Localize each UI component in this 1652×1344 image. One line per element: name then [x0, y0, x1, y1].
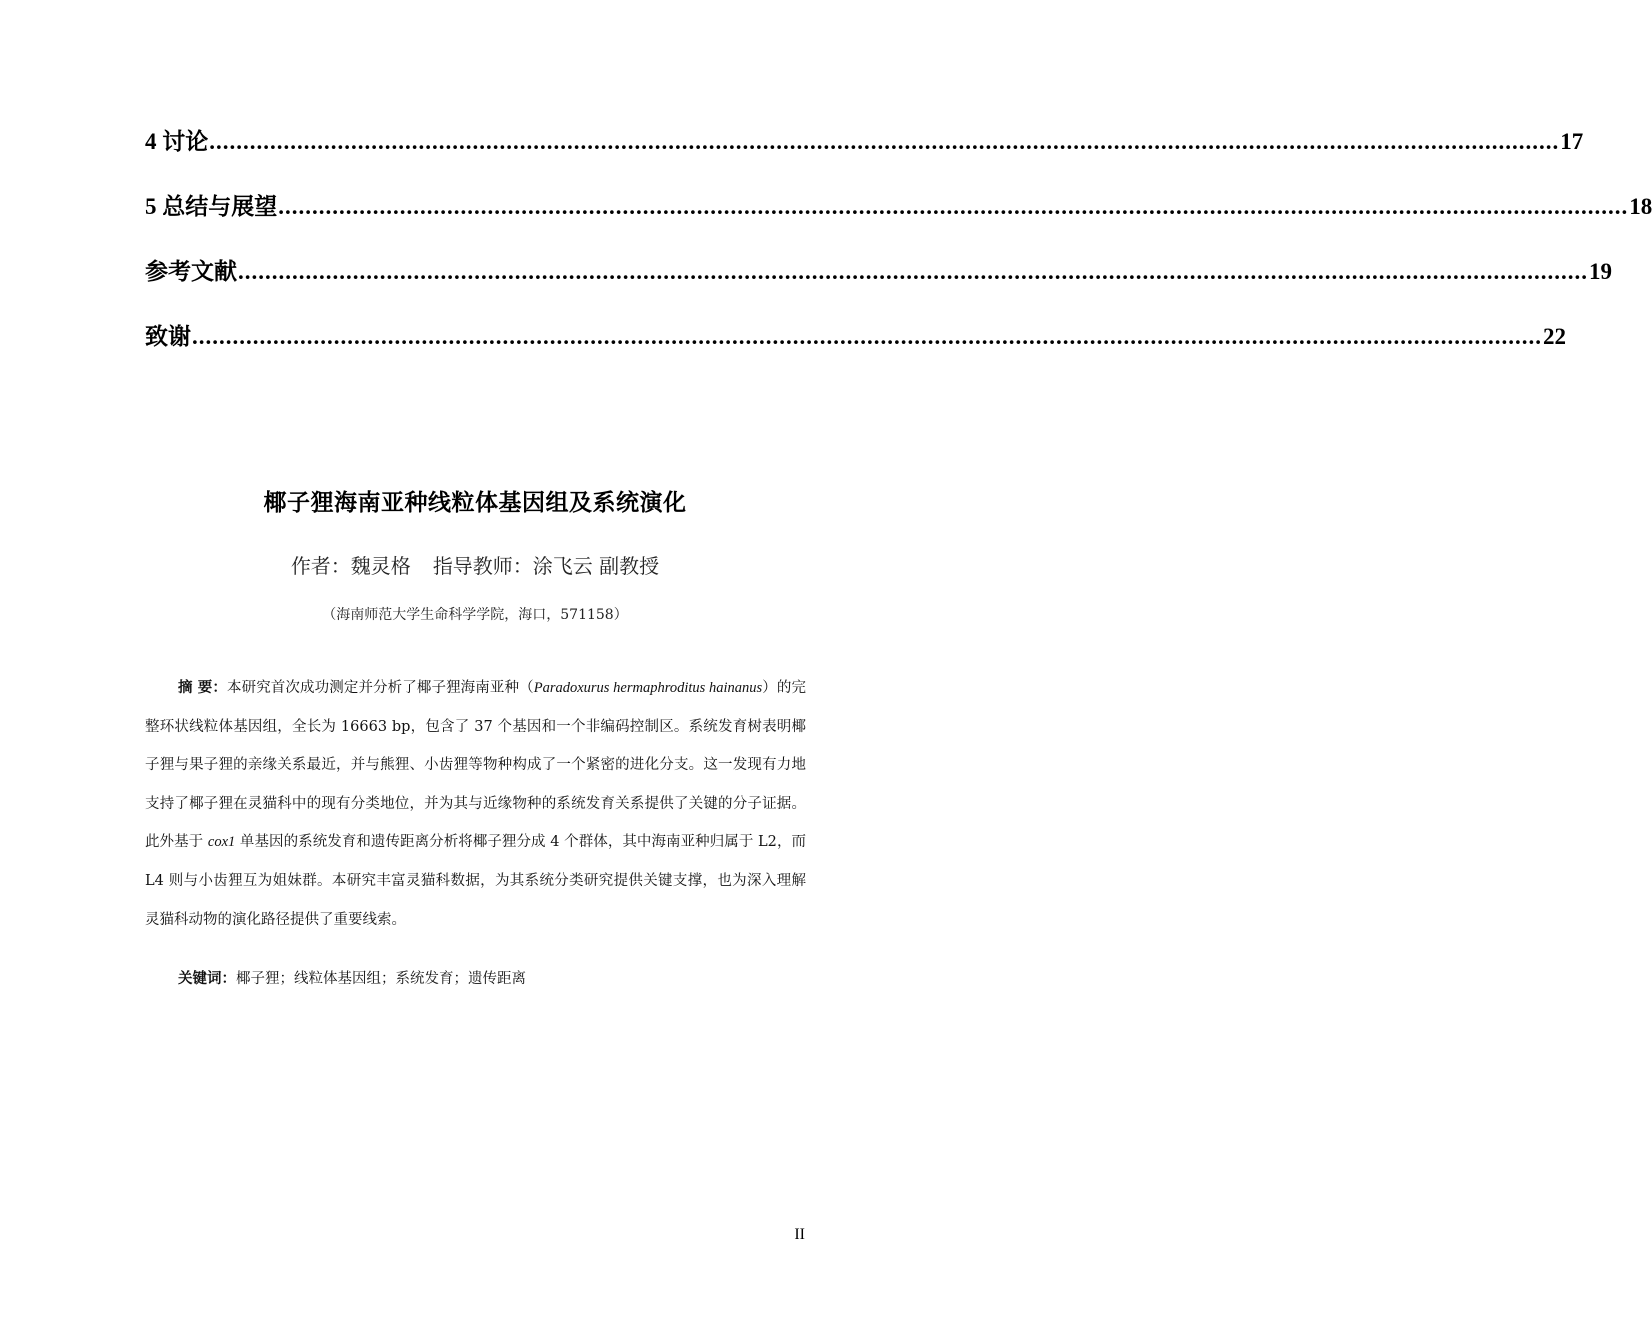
keywords-text: 椰子狸；线粒体基因组；系统发育；遗传距离: [236, 971, 526, 987]
abstract-text: 本研究首次成功测定并分析了椰子狸海南亚种（: [226, 680, 534, 696]
toc-label: 4 讨论: [145, 129, 209, 154]
toc-leader-dots: ........................................................................................................................................................................................................: [238, 259, 1588, 284]
toc-label: 5 总结与展望: [145, 194, 278, 219]
toc-label: 致谢: [145, 324, 191, 349]
author-line: [0, 550, 950, 579]
abstract-text: 单基因的系统发育和遗传距离分析将椰子狸分成 4 个群体，其中海南亚种归属于 L2，而 L4 则与小齿狸互为姐妹群。本研究丰富灵猫科数据，为其系统分类研究提供关键支撑，也为深入理解灵猫科动物的演化路径提供了重要线索。: [145, 834, 807, 928]
abstract-label: 摘 要：: [178, 679, 227, 696]
toc-entry-discussion[interactable]: [145, 122, 1584, 162]
abstract-text: ）的完整环状线粒体基因组，全长为 16663 bp，包含了 37 个基因和一个非编码控制区。系统发育树表明椰子狸与果子狸的亲缘关系最近，并与熊狸、小齿狸等物种构成了一个紧密的进化分支。这一发现有力地支持了椰子狸在灵猫科中的现有分类地位，并为其与近缘物种的系统发育关系提供了关键的分子证据。此外基于: [145, 680, 807, 851]
paper-title: 椰子狸海南亚种线粒体基因组及系统演化: [263, 489, 687, 516]
author-name: 作者：魏灵格: [290, 554, 411, 578]
toc-entry-references[interactable]: [145, 252, 1612, 292]
toc-page-number: 17: [1560, 129, 1584, 154]
toc-label: 参考文献: [145, 259, 237, 284]
keywords-label: 关键词：: [178, 970, 236, 987]
toc-leader-dots: ........................................................................................................................................................................................................: [209, 129, 1560, 154]
species-name: Paradoxurus hermaphroditus hainanus: [533, 680, 763, 696]
toc-leader-dots: ........................................................................................................................................................................................................: [278, 194, 1629, 219]
advisor-name: 指导教师：涂飞云 副教授: [432, 554, 660, 578]
toc-entry-acknowledgements[interactable]: [145, 317, 1566, 357]
keywords: [178, 967, 526, 991]
toc-leader-dots: ........................................................................................................................................................................................................: [192, 324, 1542, 349]
toc-page-number: 22: [1543, 324, 1566, 349]
abstract-paragraph: [145, 669, 806, 939]
toc-page-number: 18: [1629, 194, 1652, 219]
toc-page-number: 19: [1589, 259, 1612, 284]
toc-entry-summary[interactable]: [145, 187, 1652, 227]
affiliation: （海南师范大学生命科学学院，海口，571158）: [322, 607, 628, 623]
page-number: II: [794, 1226, 805, 1243]
gene-name: cox1: [207, 834, 236, 851]
